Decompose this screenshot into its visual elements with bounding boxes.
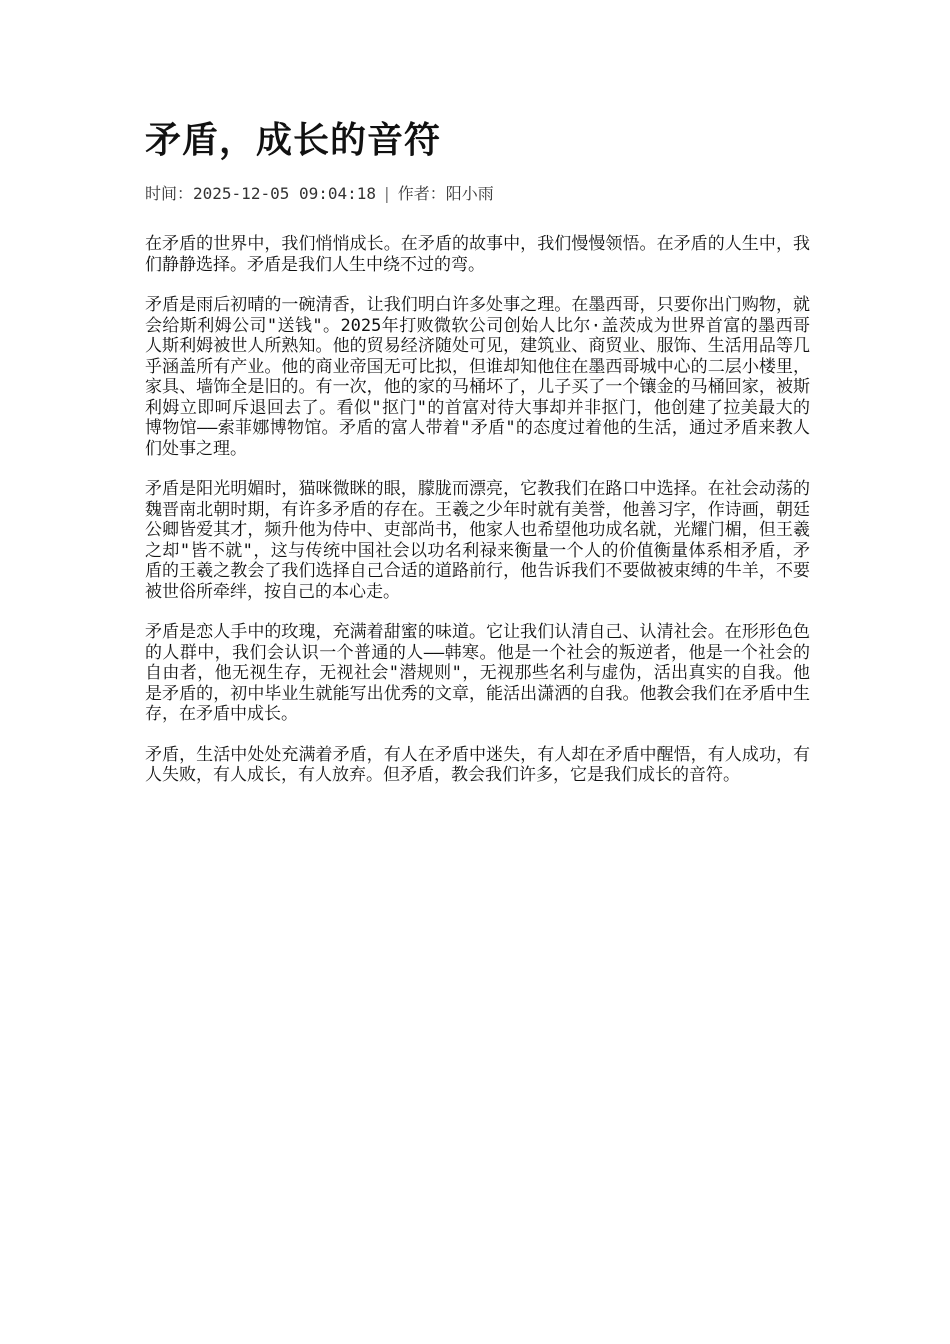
paragraph: 矛盾，生活中处处充满着矛盾，有人在矛盾中迷失，有人却在矛盾中醒悟，有人成功，有人失败，有人成长，有人放弃。但矛盾，教会我们许多，它是我们成长的音符。 <box>145 744 810 785</box>
time-value: 2025-12-05 09:04:18 <box>193 184 377 203</box>
meta-separator: | <box>382 184 392 203</box>
article-meta <box>145 182 810 206</box>
article-title: 矛盾，成长的音符 <box>145 119 442 161</box>
author-value: 阳小雨 <box>445 184 494 203</box>
article-container <box>145 112 810 806</box>
paragraph: 在矛盾的世界中，我们悄悄成长。在矛盾的故事中，我们慢慢领悟。在矛盾的人生中，我们静静选择。矛盾是我们人生中绕不过的弯。 <box>145 234 810 275</box>
time-label: 时间： <box>145 184 194 203</box>
author-label: 作者： <box>397 184 446 203</box>
article-body <box>145 234 810 786</box>
paragraph: 矛盾是阳光明媚时，猫咪微眯的眼，朦胧而漂亮，它教我们在路口中选择。在社会动荡的魏晋南北朝时期，有许多矛盾的存在。王羲之少年时就有美誉，他善习字，作诗画，朝廷公卿皆爱其才，频升他为侍中、吏部尚书，他家人也希望他功成名就，光耀门楣，但王羲之却"皆不就"，这与传统中国社会以功名利禄来衡量一个人的价值衡量体系相矛盾，矛盾的王羲之教会了我们选择自己合适的道路前行，他告诉我们不要做被束缚的牛羊，不要被世俗所牵绊，按自己的本心走。 <box>145 479 810 602</box>
paragraph: 矛盾是恋人手中的玫瑰，充满着甜蜜的味道。它让我们认清自己、认清社会。在形形色色的人群中，我们会认识一个普通的人——韩寒。他是一个社会的叛逆者，他是一个社会的自由者，他无视生存，无视社会"潜规则"，无视那些名利与虚伪，活出真实的自我。他是矛盾的，初中毕业生就能写出优秀的文章，能活出潇洒的自我。他教会我们在矛盾中生存，在矛盾中成长。 <box>145 622 810 724</box>
paragraph: 矛盾是雨后初晴的一碗清香，让我们明白许多处事之理。在墨西哥，只要你出门购物，就会给斯利姆公司"送钱"。2025年打败微软公司创始人比尔·盖茨成为世界首富的墨西哥人斯利姆被世人所熟知。他的贸易经济随处可见，建筑业、商贸业、服饰、生活用品等几乎涵盖所有产业。他的商业帝国无可比拟，但谁却知他住在墨西哥城中心的二层小楼里，家具、墙饰全是旧的。有一次，他的家的马桶坏了，儿子买了一个镶金的马桶回家，被斯利姆立即呵斥退回去了。看似"抠门"的首富对待大事却并非抠门，他创建了拉美最大的博物馆——索菲娜博物馆。矛盾的富人带着"矛盾"的态度过着他的生活，通过矛盾来教人们处事之理。 <box>145 295 810 459</box>
